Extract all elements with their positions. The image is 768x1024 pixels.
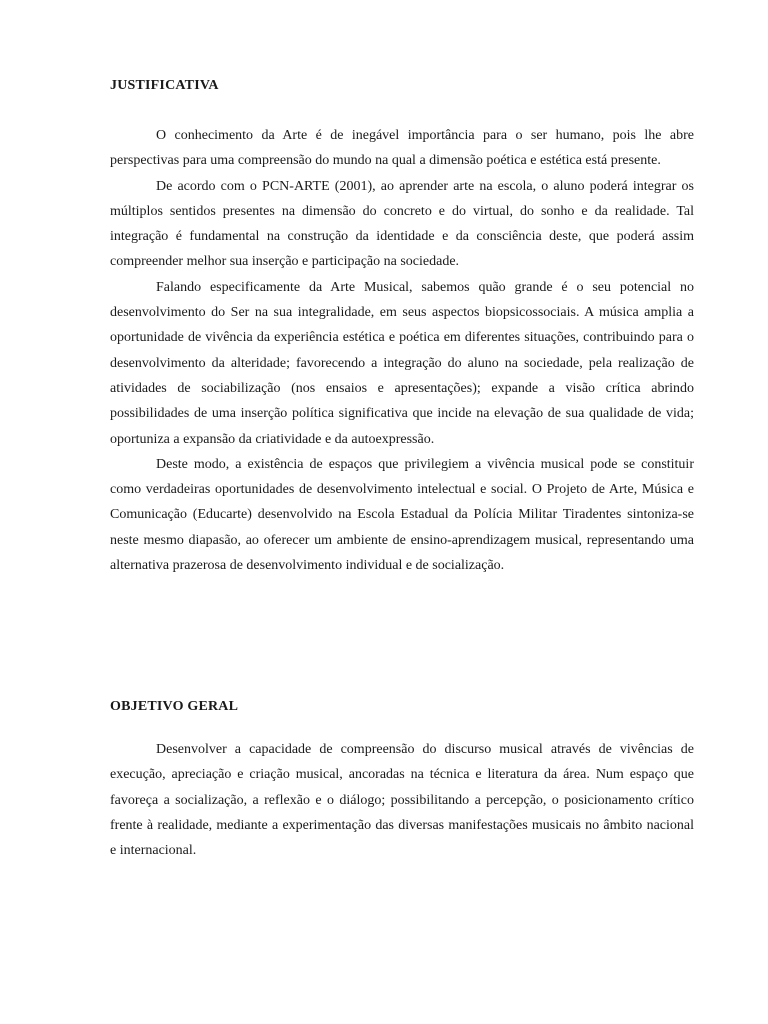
- objetivo-geral-paragraph-1: Desenvolver a capacidade de compreensão do discurso musical através de vivências de execução, apreciação e criação musical, ancoradas na técnica e literatura da área. Num espaço que favoreça a socialização, a reflexão e o diálogo; possibilitando a percepção, o posicionamento crítico frente à realidade, mediante a experimentação das diversas manifestações musicais no âmbito nacional e internacional.: [110, 742, 694, 859]
- justificativa-paragraph-4: Deste modo, a existência de espaços que privilegiem a vivência musical pode se constituir como verdadeiras oportunidades de desenvolvimento intelectual e social. O Projeto de Arte, Música e Comunicação (Educarte) desenvolvido na Escola Estadual da Polícia Militar Tiradentes sintoniza-se neste mesmo diapasão, ao oferecer um ambiente de ensino-aprendizagem musical, representando uma alternativa prazerosa de desenvolvimento individual e de socialização.: [110, 456, 694, 574]
- objetivo-geral-heading: OBJETIVO GERAL: [110, 699, 239, 714]
- justificativa-paragraph-2: De acordo com o PCN-ARTE (2001), ao aprender arte na escola, o aluno poderá integrar os múltiplos sentidos presentes na dimensão do concreto e do virtual, do sonho e da realidade. Tal integração é fundamental na construção da identidade e da consciência deste, que poderá assim compreender melhor sua inserção e participação na sociedade.: [110, 178, 694, 270]
- justificativa-paragraph-3: Falando especificamente da Arte Musical, sabemos quão grande é o seu potencial no desenvolvimento do Ser na sua integralidade, em seus aspectos biopsicossociais. A música amplia a oportunidade de vivência da experiência estética e poética em diferentes situações, contribuindo para o desenvolvimento da alteridade; favorecendo a integração do aluno na sociedade, pela realização de atividades de sociabilização (nos ensaios e apresentações); expande a visão crítica abrindo possibilidades de uma inserção política significativa que incide na elevação de sua qualidade de vida; oportuniza a expansão da criatividade e da autoexpressão.: [110, 279, 694, 447]
- objetivo-geral-body: [110, 737, 694, 863]
- justificativa-body: [110, 123, 694, 578]
- justificativa-heading: JUSTIFICATIVA: [110, 78, 219, 93]
- justificativa-paragraph-1: O conhecimento da Arte é de inegável importância para o ser humano, pois lhe abre perspectivas para uma compreensão do mundo na qual a dimensão poética e estética está presente.: [110, 128, 694, 169]
